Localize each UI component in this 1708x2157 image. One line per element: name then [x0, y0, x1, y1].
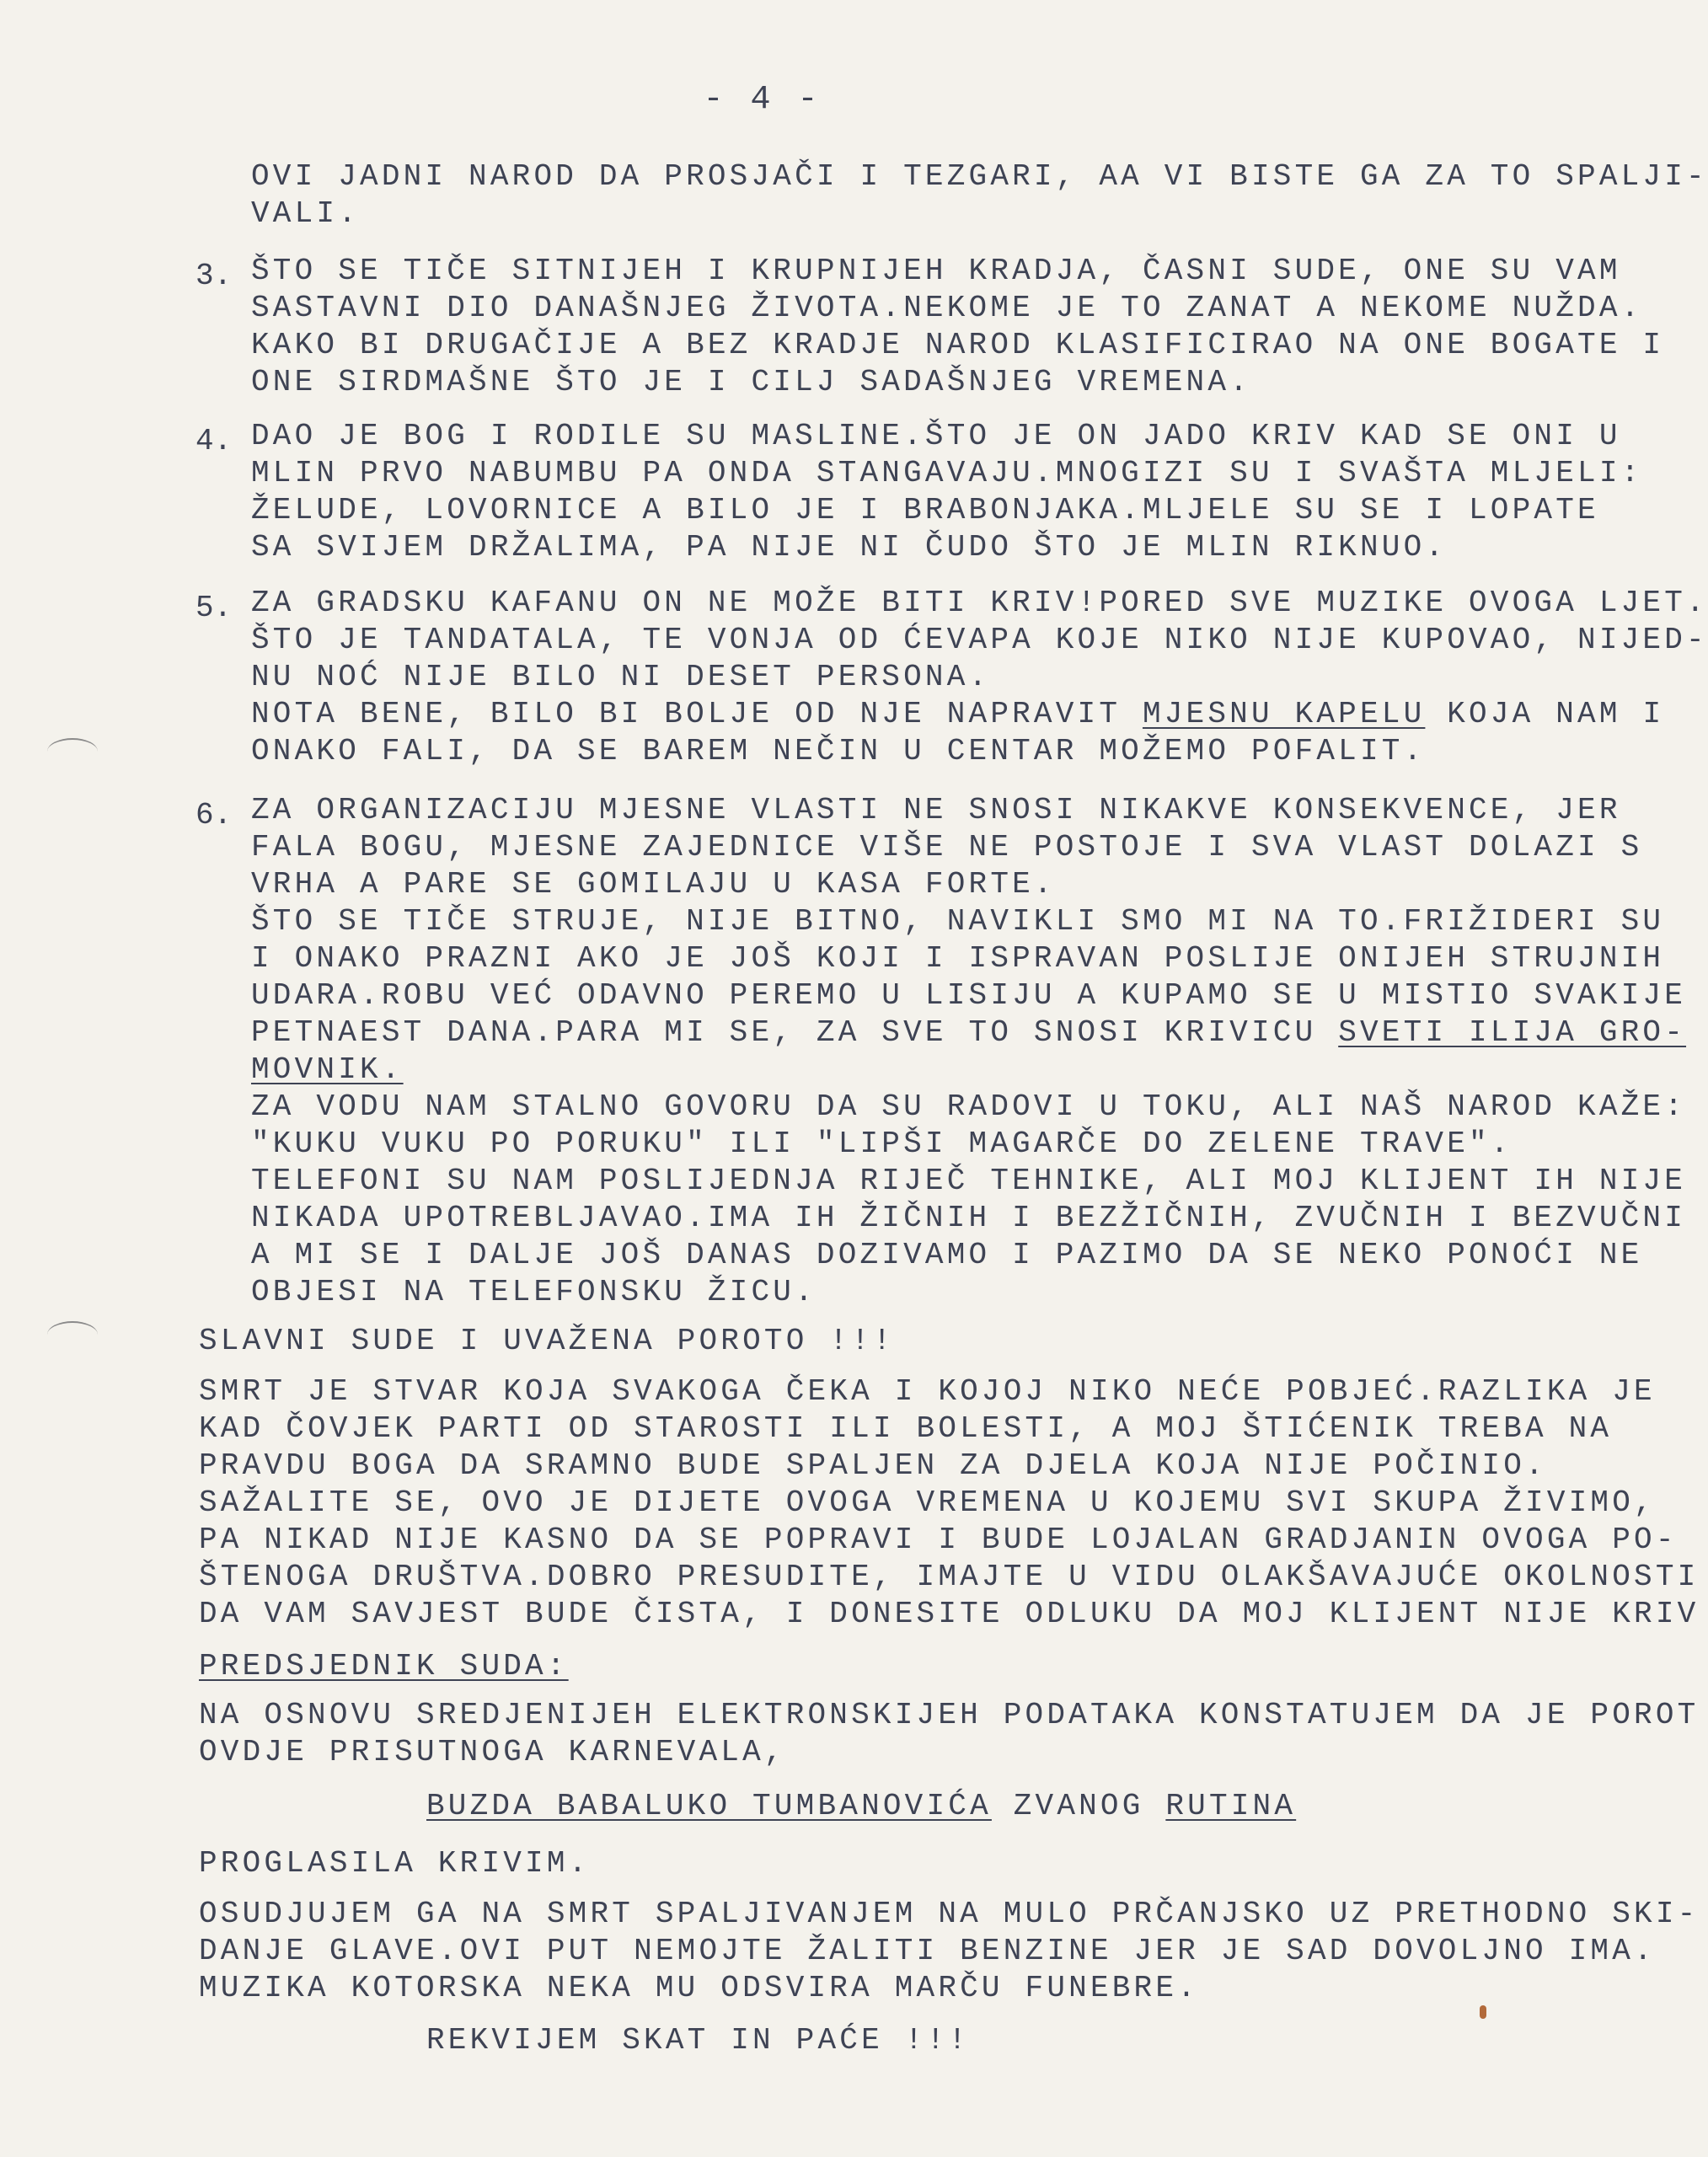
- defendant-name-line: [426, 1788, 1296, 1825]
- text-line: "KUKU VUKU PO PORUKU" ILI "LIPŠI MAGARČE DO ZELENE TRAVE".: [251, 1127, 1513, 1161]
- text-line: KAKO BI DRUGAČIJE A BEZ KRADJE NAROD KLASIFICIRAO NA ONE BOGATE I: [251, 328, 1665, 362]
- item-number: 5.: [195, 591, 233, 625]
- text-line: PRAVDU BOGA DA SRAMNO BUDE SPALJEN ZA DJELA KOJA NIJE POČINIO.: [199, 1448, 1547, 1483]
- text-line: SASTAVNI DIO DANAŠNJEG ŽIVOTA.NEKOME JE TO ZANAT A NEKOME NUŽDA.: [251, 291, 1643, 325]
- text-line: NA OSNOVU SREDJENIJEH ELEKTRONSKIJEH PODATAKA KONSTATUJEM DA JE POROT: [199, 1698, 1700, 1732]
- text-line: KAD ČOVJEK PARTI OD STAROSTI ILI BOLESTI, A MOJ ŠTIĆENIK TREBA NA: [199, 1411, 1613, 1446]
- text-line: ZA GRADSKU KAFANU ON NE MOŽE BITI KRIV!PORED SVE MUZIKE OVOGA LJET.: [251, 586, 1708, 620]
- text-line: OVDJE PRISUTNOGA KARNEVALA,: [199, 1735, 786, 1769]
- text-line: OSUDJUJEM GA NA SMRT SPALJIVANJEM NA MULO PRČANJSKO UZ PRETHODNO SKI-: [199, 1897, 1700, 1931]
- text-line: PA NIKAD NIJE KASNO DA SE POPRAVI I BUDE LOJALAN GRADJANIN OVOGA PO-: [199, 1523, 1678, 1557]
- closing-line: REKVIJEM SKAT IN PAĆE !!!: [426, 2023, 971, 2058]
- text-line: DANJE GLAVE.OVI PUT NEMOJTE ŽALITI BENZINE JER JE SAD DOVOLJNO IMA.: [199, 1934, 1656, 1968]
- text-line: MOVNIK.: [251, 1052, 404, 1087]
- text-line: ONAKO FALI, DA SE BAREM NEČIN U CENTAR MOŽEMO POFALIT.: [251, 734, 1426, 768]
- text-line: [251, 696, 1664, 733]
- defendant-name: BUZDA BABALUKO TUMBANOVIĆA: [426, 1789, 992, 1823]
- item-number: 6.: [195, 798, 233, 832]
- text-segment: PETNAEST DANA.PARA MI SE, ZA SVE TO SNOSI KRIVICU: [251, 1015, 1339, 1050]
- text-line: ŽELUDE, LOVORNICE A BILO JE I BRABONJAKA.MLJELE SU SE I LOPATE: [251, 493, 1599, 527]
- text-line: I ONAKO PRAZNI AKO JE JOŠ KOJI I ISPRAVAN POSLIJE ONIJEH STRUJNIH: [251, 941, 1665, 976]
- ink-stain: [1480, 2005, 1486, 2019]
- text-line: OBJESI NA TELEFONSKU ŽICU.: [251, 1275, 817, 1309]
- text-line: SA SVIJEM DRŽALIMA, PA NIJE NI ČUDO ŠTO JE MLIN RIKNUO.: [251, 530, 1448, 565]
- defendant-nickname: RUTINA: [1165, 1789, 1297, 1823]
- text-line: TELEFONI SU NAM POSLIJEDNJA RIJEČ TEHNIKE, ALI MOJ KLIJENT IH NIJE: [251, 1164, 1687, 1198]
- text-line: DA VAM SAVJEST BUDE ČISTA, I DONESITE ODLUKU DA MOJ KLIJENT NIJE KRIV: [199, 1597, 1700, 1631]
- text-line: ZA VODU NAM STALNO GOVORU DA SU RADOVI U TOKU, ALI NAŠ NAROD KAŽE:: [251, 1089, 1687, 1124]
- text-line: NIKADA UPOTREBLJAVAO.IMA IH ŽIČNIH I BEZŽIČNIH, ZVUČNIH I BEZVUČNI: [251, 1201, 1687, 1235]
- text-line: ZA ORGANIZACIJU MJESNE VLASTI NE SNOSI NIKAKVE KONSEKVENCE, JER: [251, 793, 1621, 827]
- item-number: 3.: [195, 259, 233, 293]
- item-number: 4.: [195, 424, 233, 458]
- text-line: FALA BOGU, MJESNE ZAJEDNICE VIŠE NE POSTOJE I SVA VLAST DOLAZI S: [251, 830, 1643, 864]
- text-line: A MI SE I DALJE JOŠ DANAS DOZIVAMO I PAZIMO DA SE NEKO PONOĆI NE: [251, 1238, 1643, 1272]
- text-line: [251, 1014, 1686, 1052]
- text-line: ŠTO SE TIČE STRUJE, NIJE BITNO, NAVIKLI SMO MI NA TO.FRIŽIDERI SU: [251, 904, 1665, 939]
- text-line: DAO JE BOG I RODILE SU MASLINE.ŠTO JE ON JADO KRIV KAD SE ONI U: [251, 419, 1621, 453]
- text-line: OVI JADNI NAROD DA PROSJAČI I TEZGARI, AA VI BISTE GA ZA TO SPALJI-: [251, 159, 1708, 194]
- text-line: ŠTENOGA DRUŠTVA.DOBRO PRESUDITE, IMAJTE U VIDU OLAKŠAVAJUĆE OKOLNOSTI: [199, 1560, 1700, 1594]
- underlined-phrase: SVETI ILIJA GRO-: [1338, 1015, 1687, 1050]
- court-address: SLAVNI SUDE I UVAŽENA POROTO !!!: [199, 1324, 895, 1358]
- verdict-line: PROGLASILA KRIVIM.: [199, 1846, 591, 1881]
- margin-mark: [47, 738, 98, 765]
- text-line: NU NOĆ NIJE BILO NI DESET PERSONA.: [251, 660, 991, 694]
- text-line: SAŽALITE SE, OVO JE DIJETE OVOGA VREMENA U KOJEMU SVI SKUPA ŽIVIMO,: [199, 1485, 1656, 1520]
- text-line: UDARA.ROBU VEĆ ODAVNO PEREMO U LISIJU A KUPAMO SE U MISTIO SVAKIJE: [251, 978, 1687, 1013]
- text-line: ŠTO SE TIČE SITNIJEH I KRUPNIJEH KRADJA, ČASNI SUDE, ONE SU VAM: [251, 254, 1621, 288]
- text-line: VRHA A PARE SE GOMILAJU U KASA FORTE.: [251, 867, 1056, 902]
- text-line: ONE SIRDMAŠNE ŠTO JE I CILJ SADAŠNJEG VREMENA.: [251, 365, 1251, 399]
- text-line: MLIN PRVO NABUMBU PA ONDA STANGAVAJU.MNOGIZI SU I SVAŠTA MLJELI:: [251, 456, 1643, 490]
- text-line: ŠTO JE TANDATALA, TE VONJA OD ĆEVAPA KOJE NIKO NIJE KUPOVAO, NIJED-: [251, 623, 1708, 657]
- text-segment: KOJA NAM I: [1425, 697, 1665, 731]
- underlined-phrase: MJESNU KAPELU: [1142, 697, 1426, 731]
- text-segment: NOTA BENE, BILO BI BOLJE OD NJE NAPRAVIT: [251, 697, 1143, 731]
- text-segment: ZVANOG: [991, 1789, 1166, 1823]
- section-heading: PREDSJEDNIK SUDA:: [199, 1649, 569, 1683]
- text-line: SMRT JE STVAR KOJA SVAKOGA ČEKA I KOJOJ NIKO NEĆE POBJEĆ.RAZLIKA JE: [199, 1374, 1656, 1409]
- text-line: MUZIKA KOTORSKA NEKA MU ODSVIRA MARČU FUNEBRE.: [199, 1971, 1199, 2005]
- page-number: - 4 -: [703, 81, 822, 119]
- margin-mark: [47, 1321, 98, 1348]
- text-line: VALI.: [251, 196, 361, 231]
